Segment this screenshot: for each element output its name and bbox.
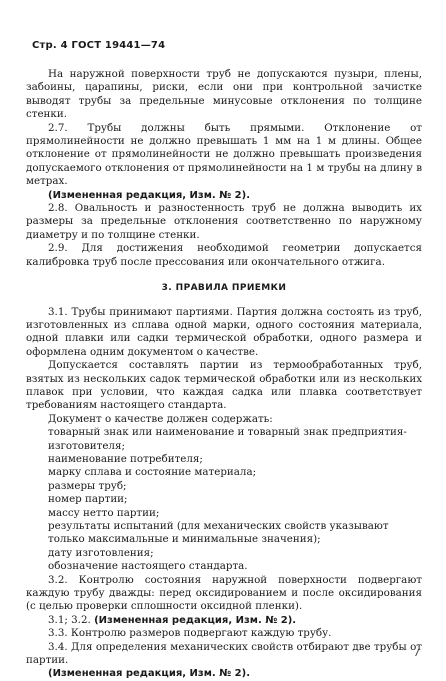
quality-document-item: марку сплава и состояние материала; <box>48 466 257 479</box>
paragraph-3-3: 3.3. Контролю размеров подвергают каждую трубу. <box>48 627 332 640</box>
revision-note-3-4: (Измененная редакция, Изм. № 2). <box>48 668 251 680</box>
paragraph-2-7: 2.7. Трубы должны быть прямыми. Отклонение от прямолинейности не должно превышать 1 мм на 1 м длины. Общее отклонение от прямолинейности не должно превышать произведения допускаемого отклонения от прямолинейности на 1 м трубы на длину в метрах. <box>26 121 422 188</box>
quality-document-item: товарный знак или наименование и товарный знак предприятия-изготовителя; <box>48 426 407 452</box>
quality-document-item: массу нетто партии; <box>48 506 160 519</box>
quality-document-intro: Документ о качестве должен содержать: <box>48 412 273 425</box>
revision-note-label: (Измененная редакция, Изм. № 2). <box>94 614 297 626</box>
paragraph-2-8: 2.8. Овальность и разностенность труб не должна выводить их размеры за предельные отклонения соответственно по наружному диаметру и по толщине стенки. <box>26 202 422 241</box>
quality-document-item: результаты испытаний (для механических свойств указывают только максимальные и минимальные значения); <box>48 520 389 546</box>
paragraph-3-2: 3.2. Контролю состояния наружной поверхности подвергают каждую трубу дважды: перед оксидированием и после оксидирования (с целью проверки сплошности оксидной пленки). <box>26 573 422 613</box>
quality-document-item: дату изготовления; <box>48 546 154 559</box>
page-header: Стр. 4 ГОСТ 19441—74 <box>32 40 166 51</box>
paragraph-surface-defects: На наружной поверхности труб не допускаются пузыри, плены, забоины, царапины, риски, если они при контрольной зачистке выводят трубы за предельные минусовые отклонения по толщине стенки. <box>26 68 422 121</box>
section-title-acceptance-rules: 3. ПРАВИЛА ПРИЕМКИ <box>161 283 287 294</box>
paragraph-3-1-batches: Допускается составлять партии из термообработанных труб, взятых из нескольких садок термической обработки или из нескольких плавок при условии, что каждая садка или плавка соответствует требованиям настоящего стандарта. <box>26 359 422 412</box>
quality-document-item: размеры труб; <box>48 479 127 492</box>
paragraph-3-1: 3.1. Трубы принимают партиями. Партия должна состоять из труб, изготовленных из сплава одной марки, одного состояния материала, одной плавки или садки термической обработки, одного размера и оформлена одним документом о качестве. <box>26 305 422 358</box>
clause-reference: 3.1; 3.2. <box>48 613 91 626</box>
paragraph-3-4: 3.4. Для определения механических свойств отбирают две трубы от партии. <box>26 640 422 667</box>
paragraph-2-9: 2.9. Для достижения необходимой геометрии допускается калибровка труб после прессования или окончательного отжига. <box>26 242 422 268</box>
quality-document-item: обозначение настоящего стандарта. <box>48 560 248 573</box>
revision-note-2-7: (Измененная редакция, Изм. № 2). <box>48 189 251 201</box>
quality-document-item: наименование потребителя; <box>48 452 203 465</box>
quality-document-item: номер партии; <box>48 493 128 506</box>
revision-note-3-1-3-2 <box>26 614 422 627</box>
document-body <box>26 68 422 681</box>
